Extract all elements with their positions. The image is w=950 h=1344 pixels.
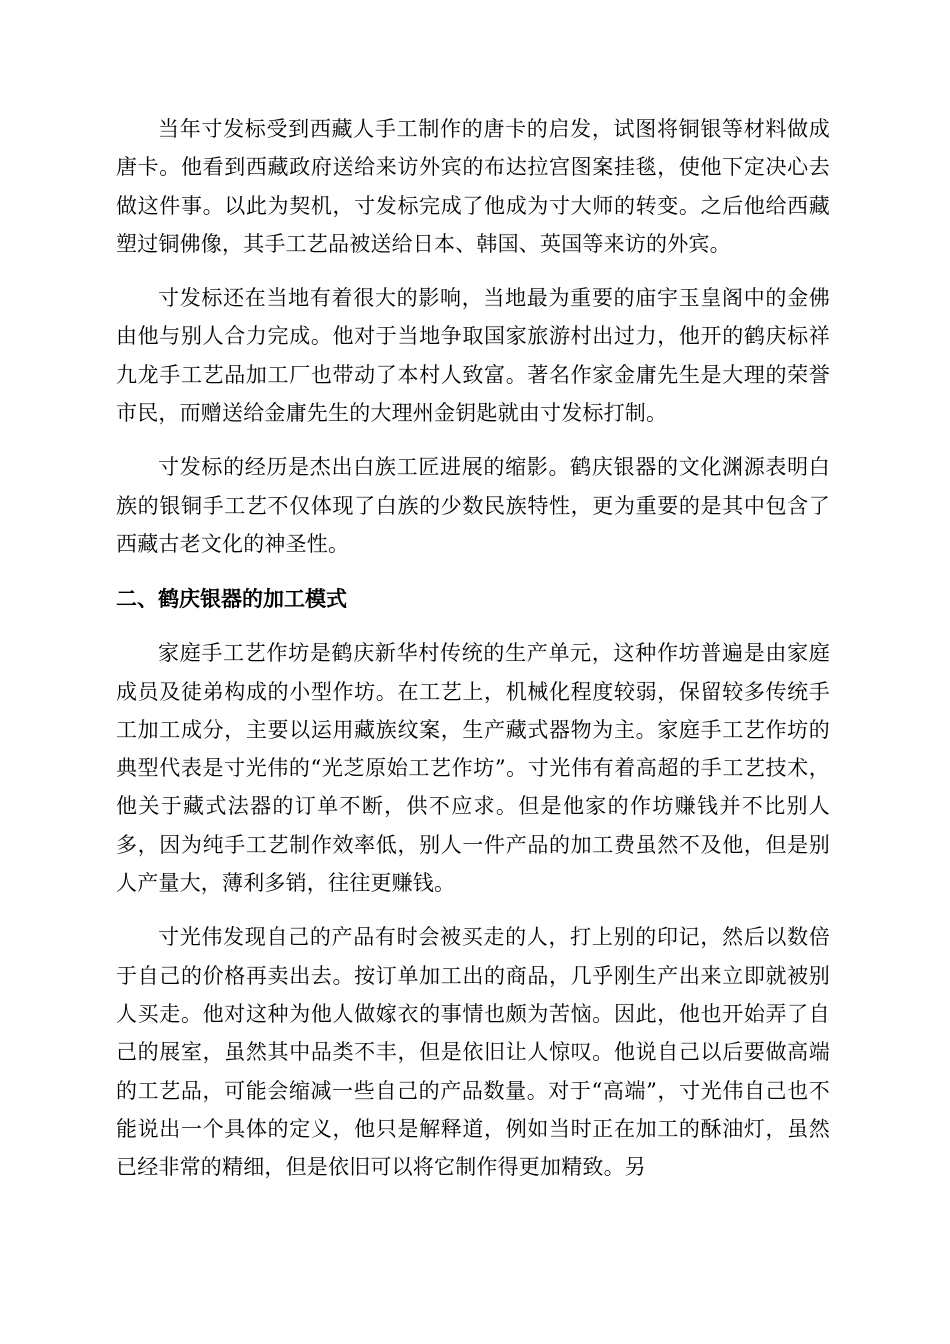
- paragraph-5: 寸光伟发现自己的产品有时会被买走的人，打上别的印记，然后以数倍于自己的价格再卖出去。按订单加工出的商品，几乎刚生产出来立即就被别人买走。他对这种为他人做嫁衣的事情也颇为苦恼。因此，他也开始弄了自己的展室，虽然其中品类不丰，但是依旧让人惊叹。他说自己以后要做高端的工艺品，可能会缩减一些自己的产品数量。对于“高端”，寸光伟自己也不能说出一个具体的定义，他只是解释道，例如当时正在加工的酥油灯，虽然已经非常的精细，但是依旧可以将它制作得更加精致。另: [116, 925, 830, 1180]
- document-page: [116, 110, 830, 1186]
- paragraph-1: 当年寸发标受到西藏人手工制作的唐卡的启发，试图将铜银等材料做成唐卡。他看到西藏政府送给来访外宾的布达拉宫图案挂毯，使他下定决心去做这件事。以此为契机，寸发标完成了他成为寸大师的转变。之后他给西藏塑过铜佛像，其手工艺品被送给日本、韩国、英国等来访的外宾。: [116, 117, 830, 256]
- paragraph-4: 家庭手工艺作坊是鹤庆新华村传统的生产单元，这种作坊普遍是由家庭成员及徒弟构成的小型作坊。在工艺上，机械化程度较弱，保留较多传统手工加工成分，主要以运用藏族纹案，生产藏式器物为主。家庭手工艺作坊的典型代表是寸光伟的“光芝原始工艺作坊”。寸光伟有着高超的手工艺技术，他关于藏式法器的订单不断，供不应求。但是他家的作坊赚钱并不比别人多，因为纯手工艺制作效率低，别人一件产品的加工费虽然不及他，但是别人产量大，薄利多销，往往更赚钱。: [116, 641, 830, 896]
- paragraph-3: 寸发标的经历是杰出白族工匠进展的缩影。鹤庆银器的文化渊源表明白族的银铜手工艺不仅体现了白族的少数民族特性，更为重要的是其中包含了西藏古老文化的神圣性。: [116, 455, 830, 556]
- section-heading: 二、鹤庆银器的加工模式: [116, 587, 347, 612]
- paragraph-2: 寸发标还在当地有着很大的影响，当地最为重要的庙宇玉皇阁中的金佛由他与别人合力完成。他对于当地争取国家旅游村出过力，他开的鹤庆标祥九龙手工艺品加工厂也带动了本村人致富。著名作家金庸先生是大理的荣誉市民，而赠送给金庸先生的大理州金钥匙就由寸发标打制。: [116, 286, 830, 426]
